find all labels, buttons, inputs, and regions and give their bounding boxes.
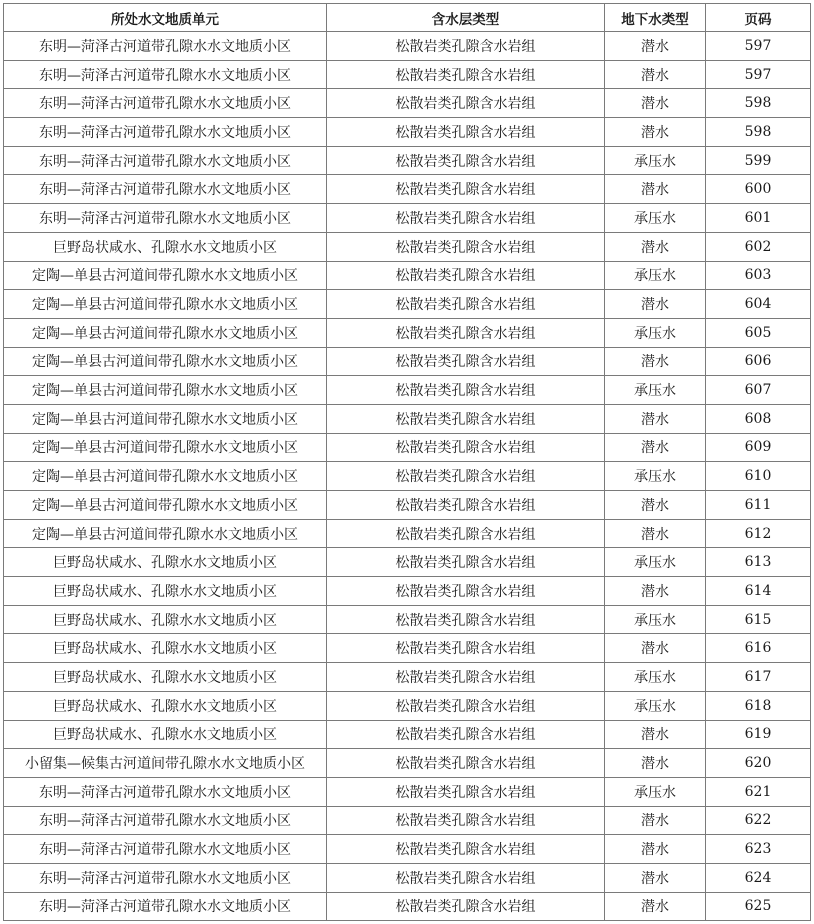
cell-aquifer-type: 松散岩类孔隙含水岩组	[327, 404, 605, 433]
cell-groundwater-type: 承压水	[605, 204, 706, 233]
cell-groundwater-type: 承压水	[605, 462, 706, 491]
cell-page-number: 612	[706, 519, 811, 548]
cell-page-number: 610	[706, 462, 811, 491]
cell-page-number: 625	[706, 892, 811, 921]
cell-page-number: 622	[706, 806, 811, 835]
cell-hydrogeological-unit: 定陶—单县古河道间带孔隙水水文地质小区	[4, 290, 327, 319]
cell-aquifer-type: 松散岩类孔隙含水岩组	[327, 720, 605, 749]
table-row	[4, 433, 811, 462]
cell-aquifer-type: 松散岩类孔隙含水岩组	[327, 204, 605, 233]
cell-groundwater-type: 承压水	[605, 605, 706, 634]
cell-aquifer-type: 松散岩类孔隙含水岩组	[327, 261, 605, 290]
table-row	[4, 232, 811, 261]
cell-page-number: 618	[706, 691, 811, 720]
cell-groundwater-type: 潜水	[605, 89, 706, 118]
cell-aquifer-type: 松散岩类孔隙含水岩组	[327, 806, 605, 835]
cell-groundwater-type: 承压水	[605, 691, 706, 720]
hydrogeology-table	[3, 3, 811, 921]
table-row	[4, 548, 811, 577]
cell-groundwater-type: 潜水	[605, 232, 706, 261]
cell-hydrogeological-unit: 东明—菏泽古河道带孔隙水水文地质小区	[4, 835, 327, 864]
cell-aquifer-type: 松散岩类孔隙含水岩组	[327, 89, 605, 118]
cell-groundwater-type: 潜水	[605, 433, 706, 462]
table-row	[4, 892, 811, 921]
header-hydrogeological-unit: 所处水文地质单元	[4, 4, 327, 32]
table-row	[4, 404, 811, 433]
table-row	[4, 347, 811, 376]
table-row	[4, 32, 811, 61]
table-row	[4, 60, 811, 89]
cell-page-number: 609	[706, 433, 811, 462]
cell-aquifer-type: 松散岩类孔隙含水岩组	[327, 290, 605, 319]
table-row	[4, 462, 811, 491]
header-page-number: 页码	[706, 4, 811, 32]
cell-hydrogeological-unit: 巨野岛状咸水、孔隙水水文地质小区	[4, 232, 327, 261]
cell-groundwater-type: 承压水	[605, 777, 706, 806]
cell-page-number: 603	[706, 261, 811, 290]
cell-groundwater-type: 承压水	[605, 663, 706, 692]
cell-hydrogeological-unit: 东明—菏泽古河道带孔隙水水文地质小区	[4, 60, 327, 89]
cell-groundwater-type: 潜水	[605, 519, 706, 548]
cell-aquifer-type: 松散岩类孔隙含水岩组	[327, 577, 605, 606]
cell-hydrogeological-unit: 定陶—单县古河道间带孔隙水水文地质小区	[4, 491, 327, 520]
table-row	[4, 204, 811, 233]
cell-page-number: 621	[706, 777, 811, 806]
table-row	[4, 146, 811, 175]
cell-page-number: 606	[706, 347, 811, 376]
cell-hydrogeological-unit: 东明—菏泽古河道带孔隙水水文地质小区	[4, 777, 327, 806]
cell-page-number: 597	[706, 32, 811, 61]
cell-page-number: 617	[706, 663, 811, 692]
cell-page-number: 602	[706, 232, 811, 261]
cell-hydrogeological-unit: 东明—菏泽古河道带孔隙水水文地质小区	[4, 204, 327, 233]
table-row	[4, 318, 811, 347]
header-groundwater-type: 地下水类型	[605, 4, 706, 32]
cell-hydrogeological-unit: 定陶—单县古河道间带孔隙水水文地质小区	[4, 519, 327, 548]
table-row	[4, 519, 811, 548]
cell-page-number: 616	[706, 634, 811, 663]
cell-aquifer-type: 松散岩类孔隙含水岩组	[327, 146, 605, 175]
cell-aquifer-type: 松散岩类孔隙含水岩组	[327, 548, 605, 577]
table-row	[4, 720, 811, 749]
header-row	[4, 4, 811, 32]
cell-page-number: 607	[706, 376, 811, 405]
cell-aquifer-type: 松散岩类孔隙含水岩组	[327, 892, 605, 921]
cell-page-number: 605	[706, 318, 811, 347]
cell-page-number: 597	[706, 60, 811, 89]
cell-page-number: 619	[706, 720, 811, 749]
cell-hydrogeological-unit: 东明—菏泽古河道带孔隙水水文地质小区	[4, 118, 327, 147]
cell-aquifer-type: 松散岩类孔隙含水岩组	[327, 462, 605, 491]
table-container	[3, 3, 811, 921]
table-row	[4, 175, 811, 204]
cell-aquifer-type: 松散岩类孔隙含水岩组	[327, 318, 605, 347]
cell-page-number: 600	[706, 175, 811, 204]
cell-aquifer-type: 松散岩类孔隙含水岩组	[327, 835, 605, 864]
cell-groundwater-type: 潜水	[605, 835, 706, 864]
table-row	[4, 118, 811, 147]
cell-page-number: 604	[706, 290, 811, 319]
cell-groundwater-type: 承压水	[605, 261, 706, 290]
cell-groundwater-type: 潜水	[605, 118, 706, 147]
cell-aquifer-type: 松散岩类孔隙含水岩组	[327, 32, 605, 61]
cell-groundwater-type: 潜水	[605, 749, 706, 778]
table-row	[4, 491, 811, 520]
cell-hydrogeological-unit: 定陶—单县古河道间带孔隙水水文地质小区	[4, 261, 327, 290]
cell-page-number: 598	[706, 118, 811, 147]
cell-groundwater-type: 潜水	[605, 290, 706, 319]
cell-page-number: 611	[706, 491, 811, 520]
cell-hydrogeological-unit: 东明—菏泽古河道带孔隙水水文地质小区	[4, 32, 327, 61]
cell-aquifer-type: 松散岩类孔隙含水岩组	[327, 749, 605, 778]
cell-page-number: 624	[706, 863, 811, 892]
cell-aquifer-type: 松散岩类孔隙含水岩组	[327, 60, 605, 89]
table-body	[4, 32, 811, 921]
cell-groundwater-type: 承压水	[605, 548, 706, 577]
table-header	[4, 4, 811, 32]
cell-page-number: 608	[706, 404, 811, 433]
table-row	[4, 261, 811, 290]
table-row	[4, 806, 811, 835]
table-row	[4, 577, 811, 606]
cell-hydrogeological-unit: 巨野岛状咸水、孔隙水水文地质小区	[4, 691, 327, 720]
cell-hydrogeological-unit: 巨野岛状咸水、孔隙水水文地质小区	[4, 720, 327, 749]
cell-groundwater-type: 潜水	[605, 806, 706, 835]
table-row	[4, 835, 811, 864]
table-row	[4, 634, 811, 663]
cell-hydrogeological-unit: 定陶—单县古河道间带孔隙水水文地质小区	[4, 376, 327, 405]
cell-page-number: 620	[706, 749, 811, 778]
cell-aquifer-type: 松散岩类孔隙含水岩组	[327, 691, 605, 720]
cell-aquifer-type: 松散岩类孔隙含水岩组	[327, 491, 605, 520]
cell-groundwater-type: 潜水	[605, 60, 706, 89]
table-row	[4, 290, 811, 319]
cell-hydrogeological-unit: 定陶—单县古河道间带孔隙水水文地质小区	[4, 347, 327, 376]
cell-page-number: 623	[706, 835, 811, 864]
cell-aquifer-type: 松散岩类孔隙含水岩组	[327, 175, 605, 204]
cell-hydrogeological-unit: 东明—菏泽古河道带孔隙水水文地质小区	[4, 175, 327, 204]
table-row	[4, 663, 811, 692]
cell-groundwater-type: 潜水	[605, 32, 706, 61]
table-row	[4, 863, 811, 892]
cell-aquifer-type: 松散岩类孔隙含水岩组	[327, 634, 605, 663]
cell-hydrogeological-unit: 东明—菏泽古河道带孔隙水水文地质小区	[4, 892, 327, 921]
cell-groundwater-type: 承压水	[605, 376, 706, 405]
cell-aquifer-type: 松散岩类孔隙含水岩组	[327, 863, 605, 892]
cell-page-number: 599	[706, 146, 811, 175]
cell-page-number: 613	[706, 548, 811, 577]
cell-groundwater-type: 潜水	[605, 404, 706, 433]
cell-aquifer-type: 松散岩类孔隙含水岩组	[327, 376, 605, 405]
cell-page-number: 601	[706, 204, 811, 233]
cell-aquifer-type: 松散岩类孔隙含水岩组	[327, 232, 605, 261]
cell-hydrogeological-unit: 小留集—候集古河道间带孔隙水水文地质小区	[4, 749, 327, 778]
cell-aquifer-type: 松散岩类孔隙含水岩组	[327, 433, 605, 462]
cell-aquifer-type: 松散岩类孔隙含水岩组	[327, 347, 605, 376]
cell-hydrogeological-unit: 东明—菏泽古河道带孔隙水水文地质小区	[4, 806, 327, 835]
cell-page-number: 615	[706, 605, 811, 634]
cell-hydrogeological-unit: 巨野岛状咸水、孔隙水水文地质小区	[4, 663, 327, 692]
cell-hydrogeological-unit: 巨野岛状咸水、孔隙水水文地质小区	[4, 634, 327, 663]
cell-hydrogeological-unit: 巨野岛状咸水、孔隙水水文地质小区	[4, 605, 327, 634]
cell-hydrogeological-unit: 定陶—单县古河道间带孔隙水水文地质小区	[4, 462, 327, 491]
cell-hydrogeological-unit: 定陶—单县古河道间带孔隙水水文地质小区	[4, 404, 327, 433]
cell-groundwater-type: 承压水	[605, 318, 706, 347]
cell-groundwater-type: 潜水	[605, 720, 706, 749]
cell-groundwater-type: 潜水	[605, 347, 706, 376]
cell-groundwater-type: 潜水	[605, 892, 706, 921]
cell-groundwater-type: 潜水	[605, 634, 706, 663]
table-row	[4, 691, 811, 720]
cell-aquifer-type: 松散岩类孔隙含水岩组	[327, 519, 605, 548]
cell-hydrogeological-unit: 定陶—单县古河道间带孔隙水水文地质小区	[4, 433, 327, 462]
cell-hydrogeological-unit: 定陶—单县古河道间带孔隙水水文地质小区	[4, 318, 327, 347]
cell-groundwater-type: 潜水	[605, 577, 706, 606]
cell-aquifer-type: 松散岩类孔隙含水岩组	[327, 777, 605, 806]
cell-page-number: 598	[706, 89, 811, 118]
header-aquifer-type: 含水层类型	[327, 4, 605, 32]
cell-hydrogeological-unit: 巨野岛状咸水、孔隙水水文地质小区	[4, 548, 327, 577]
cell-hydrogeological-unit: 东明—菏泽古河道带孔隙水水文地质小区	[4, 89, 327, 118]
table-row	[4, 777, 811, 806]
table-row	[4, 89, 811, 118]
cell-hydrogeological-unit: 东明—菏泽古河道带孔隙水水文地质小区	[4, 146, 327, 175]
table-row	[4, 376, 811, 405]
cell-hydrogeological-unit: 巨野岛状咸水、孔隙水水文地质小区	[4, 577, 327, 606]
cell-page-number: 614	[706, 577, 811, 606]
table-row	[4, 605, 811, 634]
cell-hydrogeological-unit: 东明—菏泽古河道带孔隙水水文地质小区	[4, 863, 327, 892]
cell-groundwater-type: 承压水	[605, 146, 706, 175]
cell-aquifer-type: 松散岩类孔隙含水岩组	[327, 663, 605, 692]
cell-groundwater-type: 潜水	[605, 491, 706, 520]
cell-aquifer-type: 松散岩类孔隙含水岩组	[327, 118, 605, 147]
cell-groundwater-type: 潜水	[605, 863, 706, 892]
table-row	[4, 749, 811, 778]
cell-aquifer-type: 松散岩类孔隙含水岩组	[327, 605, 605, 634]
cell-groundwater-type: 潜水	[605, 175, 706, 204]
